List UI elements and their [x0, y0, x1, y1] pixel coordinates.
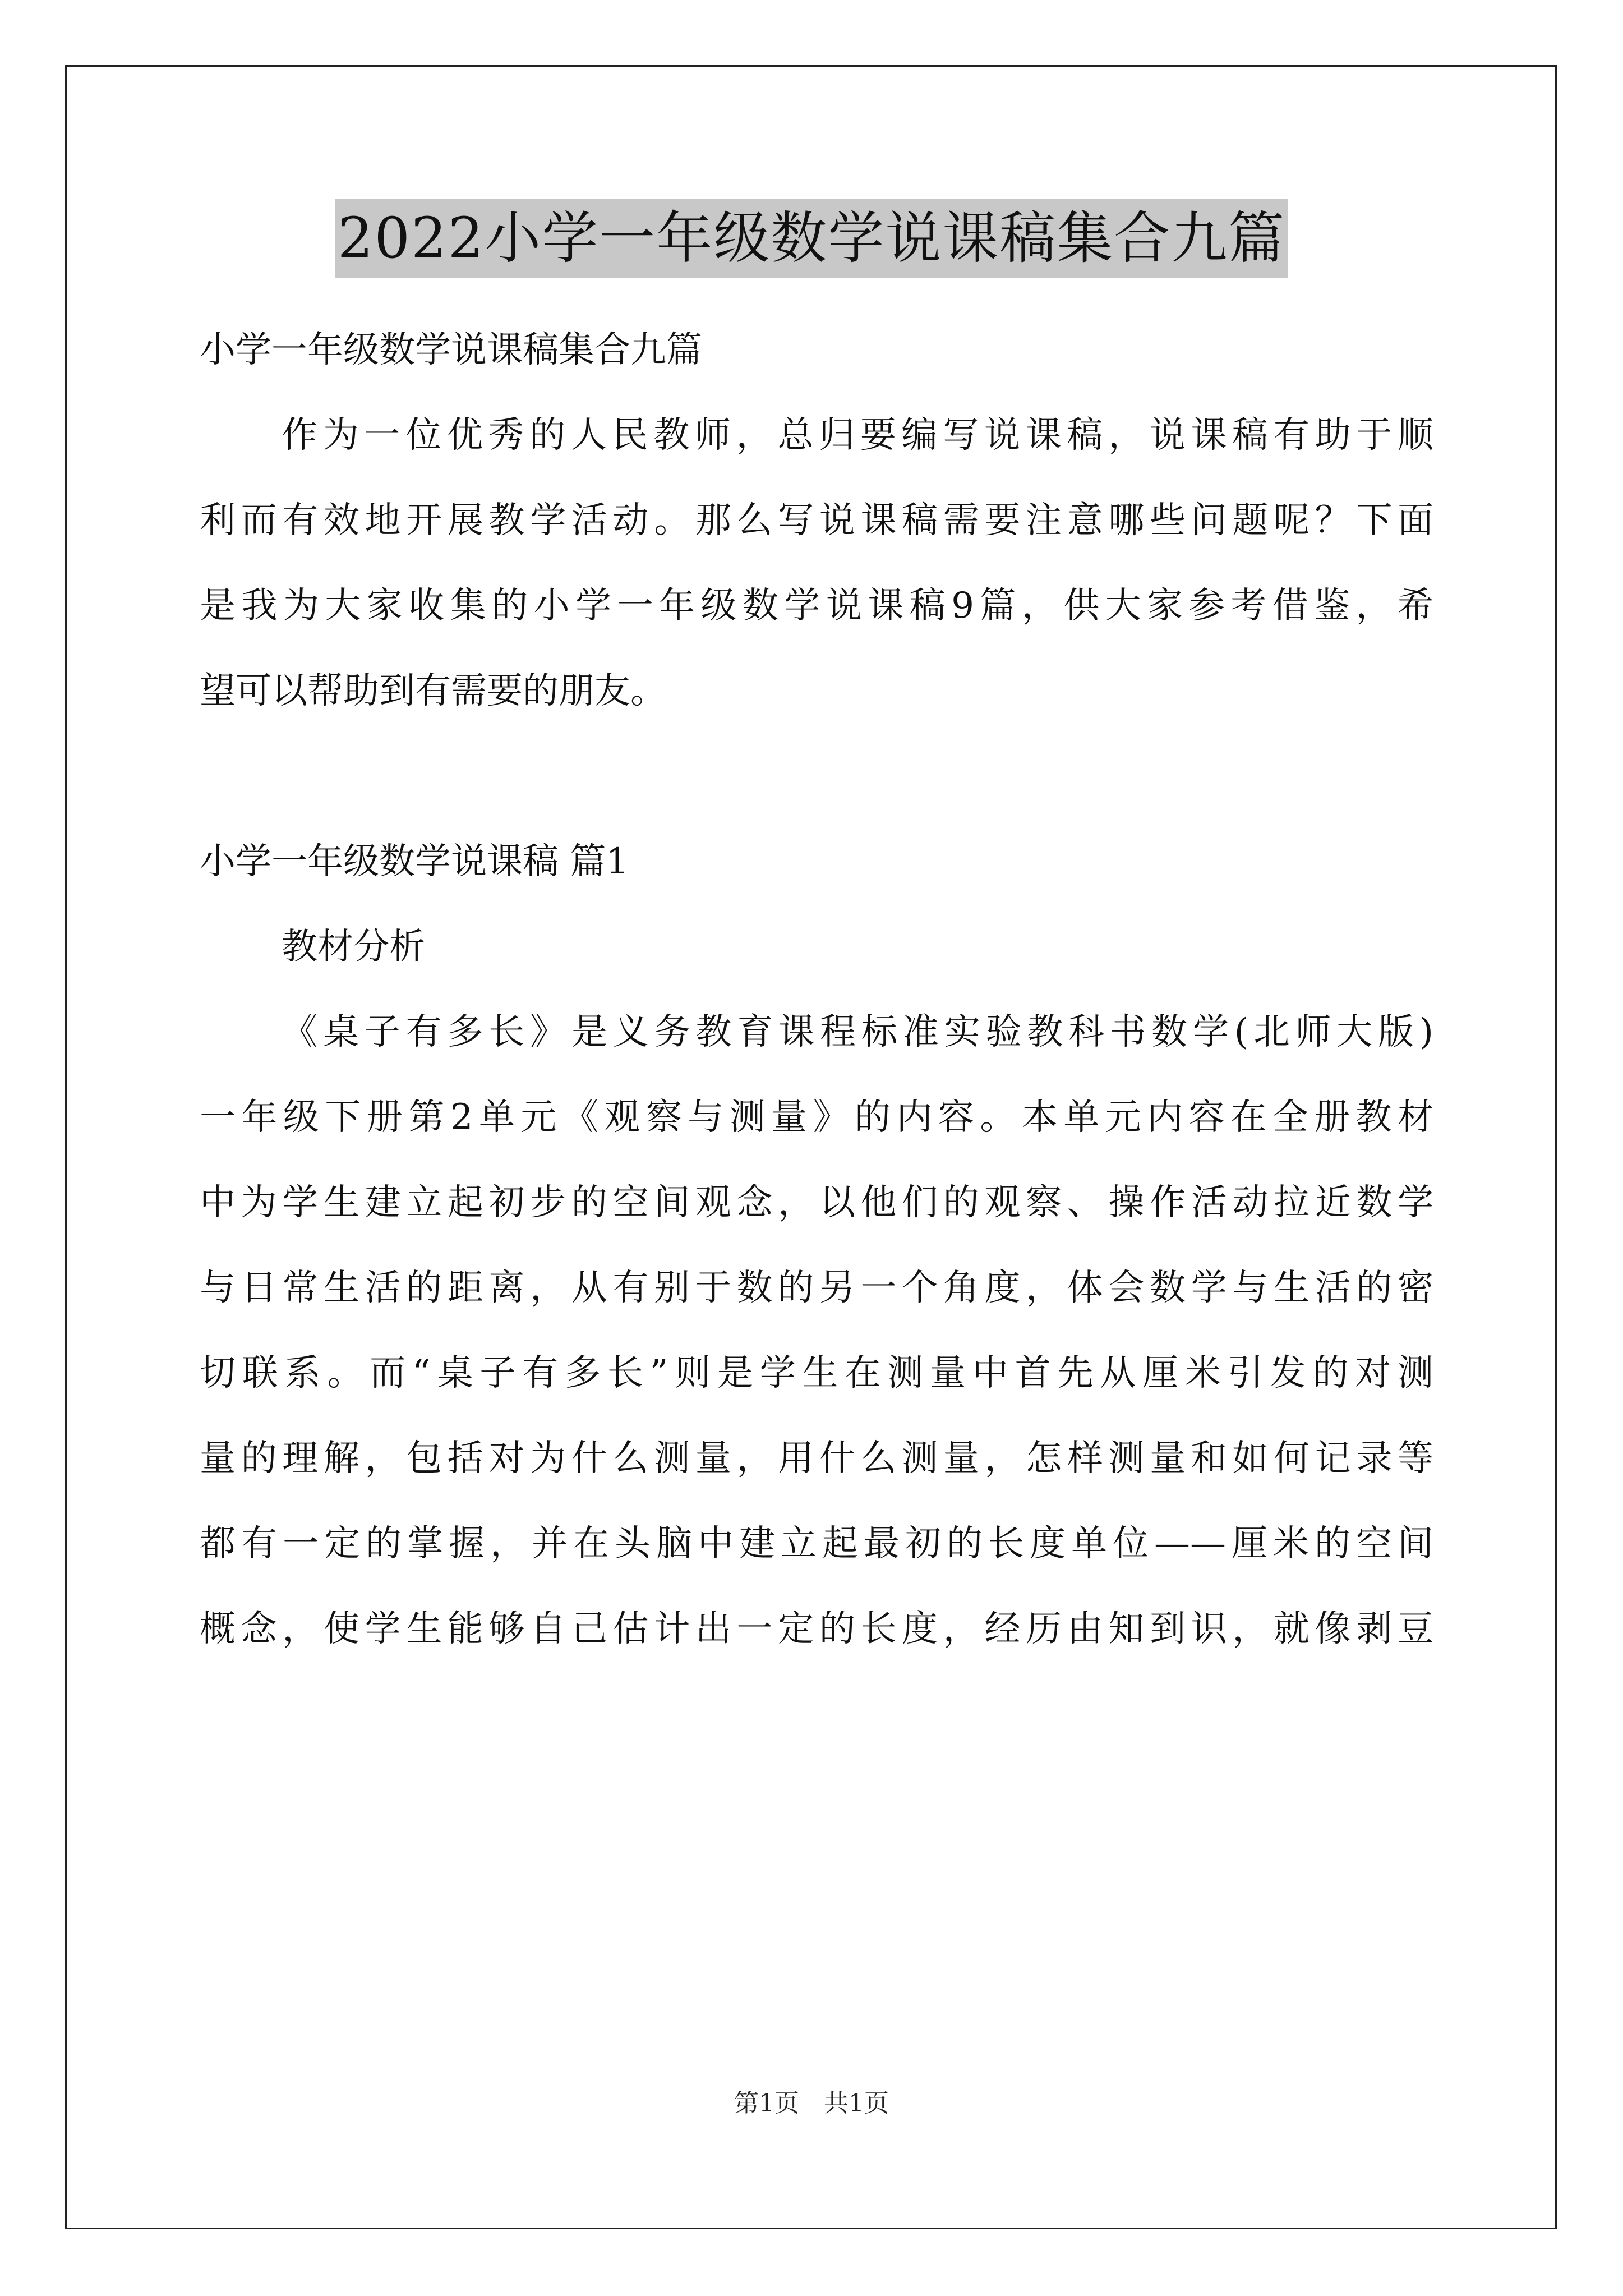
intro-line: 是我为大家收集的小学一年级数学说课稿9篇，供大家参考借鉴，希: [200, 585, 1433, 627]
document-body: [200, 307, 1433, 1672]
section-heading: 小学一年级数学说课稿 篇1: [200, 841, 629, 882]
body-line: 概念，使学生能够自己估计出一定的长度，经历由知到识，就像剥豆: [200, 1608, 1433, 1650]
body-line: 中为学生建立起初步的空间观念，以他们的观察、操作活动拉近数学: [200, 1182, 1433, 1223]
intro-line: 望可以帮助到有需要的朋友。: [200, 670, 666, 712]
intro-line: 利而有效地开展教学活动。那么写说课稿需要注意哪些问题呢？下面: [200, 500, 1433, 541]
paragraph-gap: [200, 734, 1433, 819]
body-line: 都有一定的掌握，并在头脑中建立起最初的长度单位——厘米的空间: [200, 1523, 1433, 1565]
title-container: [0, 199, 1623, 278]
document-title: 2022小学一年级数学说课稿集合九篇: [335, 199, 1288, 278]
body-line: 切联系。而“桌子有多长”则是学生在测量中首先从厘米引发的对测: [200, 1352, 1433, 1394]
body-line: 量的理解，包括对为什么测量，用什么测量，怎样测量和如何记录等: [200, 1438, 1433, 1479]
page-footer: 第1页 共1页: [734, 2089, 889, 2118]
body-line: 一年级下册第2单元《观察与测量》的内容。本单元内容在全册教材: [200, 1097, 1433, 1138]
body-line: 《桌子有多长》是义务教育课程标准实验教科书数学(北师大版): [282, 1011, 1433, 1053]
intro-line: 作为一位优秀的人民教师，总归要编写说课稿，说课稿有助于顺: [282, 415, 1433, 456]
body-line: 与日常生活的距离，从有别于数的另一个角度，体会数学与生活的密: [200, 1267, 1433, 1309]
document-subtitle: 小学一年级数学说课稿集合九篇: [200, 329, 702, 371]
section-subheading: 教材分析: [282, 926, 425, 968]
